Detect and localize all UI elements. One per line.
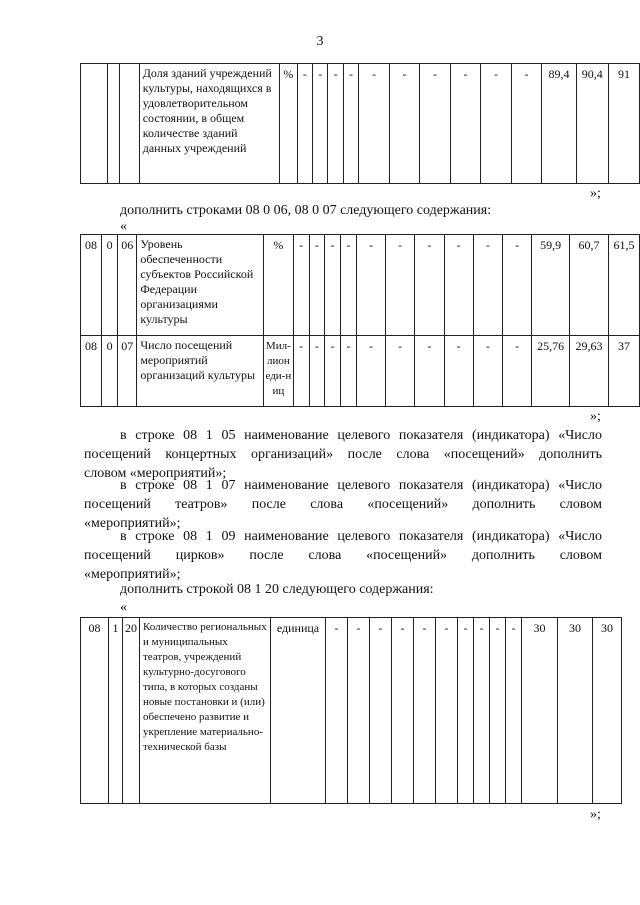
- value-cell: 59,9: [532, 235, 570, 336]
- value-cell: -: [297, 64, 312, 184]
- code-cell: 0: [102, 336, 118, 407]
- code-cell: 07: [118, 336, 137, 407]
- value-cell: -: [414, 618, 436, 804]
- code-cell: 1: [109, 618, 123, 804]
- value-cell: -: [503, 235, 532, 336]
- value-cell: -: [490, 618, 506, 804]
- opening-quote: «: [120, 600, 127, 615]
- value-cell: -: [326, 618, 348, 804]
- unit-cell: единица: [271, 618, 326, 804]
- indicator-name: Количество региональных и муниципальных театров, учреждений культурно-досугового типа, в которых созданы новые постановки и (или) обеспечено развитие и укрепление материально-технической базы: [140, 618, 271, 804]
- code-cell: 08: [81, 235, 102, 336]
- unit-cell: %: [263, 235, 293, 336]
- value-cell: -: [450, 64, 481, 184]
- value-cell: -: [473, 235, 502, 336]
- value-cell: -: [444, 336, 473, 407]
- paragraph-line: посещений цирков» после слова «посещений» дополнить словом: [84, 548, 602, 563]
- value-cell: -: [444, 235, 473, 336]
- value-cell: -: [458, 618, 474, 804]
- value-cell: -: [481, 64, 512, 184]
- value-cell: -: [356, 336, 385, 407]
- value-cell: 30: [558, 618, 593, 804]
- table-row: [81, 336, 640, 407]
- value-cell: -: [506, 618, 522, 804]
- page-number: 3: [316, 34, 324, 49]
- value-cell: -: [370, 618, 392, 804]
- table-row: [81, 618, 622, 804]
- amendment-paragraph: [120, 527, 602, 546]
- indicator-table-3: [80, 617, 622, 804]
- code-cell: [107, 64, 119, 184]
- value-cell: -: [356, 235, 385, 336]
- paragraph-line: в строке 08 1 07 наименование целевого показателя (индикатора) «Число: [120, 478, 602, 493]
- value-cell: 61,5: [608, 235, 639, 336]
- value-cell: -: [348, 618, 370, 804]
- value-cell: -: [293, 235, 309, 336]
- value-cell: -: [293, 336, 309, 407]
- code-cell: 20: [123, 618, 140, 804]
- value-cell: -: [328, 64, 343, 184]
- value-cell: 60,7: [570, 235, 609, 336]
- opening-quote: «: [120, 219, 127, 234]
- indicator-name: Уровень обеспеченности субъектов Российской Федерации организациями культуры: [137, 235, 264, 336]
- value-cell: 90,4: [576, 64, 608, 184]
- paragraph-line: в строке 08 1 05 наименование целевого показателя (индикатора) «Число: [120, 428, 602, 443]
- code-cell: 08: [81, 618, 109, 804]
- value-cell: 29,63: [570, 336, 609, 407]
- amendment-paragraph: [120, 476, 602, 495]
- paragraph-line: словом «мероприятий»;: [84, 466, 227, 481]
- value-cell: -: [420, 64, 451, 184]
- value-cell: -: [343, 64, 358, 184]
- value-cell: 30: [593, 618, 622, 804]
- value-cell: 91: [608, 64, 639, 184]
- value-cell: -: [436, 618, 458, 804]
- code-cell: [81, 64, 108, 184]
- instruction-text: дополнить строками 08 0 06, 08 0 07 следующего содержания:: [120, 203, 492, 218]
- closing-quote: »;: [590, 409, 601, 424]
- paragraph-line: посещений концертных организаций» после слова «посещений» дополнить: [84, 447, 602, 462]
- instruction-text: дополнить строкой 08 1 20 следующего содержания:: [120, 582, 434, 597]
- value-cell: 30: [522, 618, 558, 804]
- value-cell: -: [386, 336, 415, 407]
- value-cell: 89,4: [542, 64, 576, 184]
- paragraph-line: посещений театров» после слова «посещений» дополнить словом: [84, 497, 602, 512]
- value-cell: -: [415, 336, 444, 407]
- unit-cell: %: [280, 64, 298, 184]
- code-cell: 08: [81, 336, 102, 407]
- value-cell: -: [389, 64, 420, 184]
- indicator-table-2: [80, 234, 640, 407]
- paragraph-line: в строке 08 1 09 наименование целевого показателя (индикатора) «Число: [120, 529, 602, 544]
- value-cell: -: [309, 336, 325, 407]
- closing-quote: »;: [590, 807, 601, 822]
- value-cell: -: [325, 336, 341, 407]
- table-row: [81, 64, 640, 184]
- value-cell: -: [359, 64, 390, 184]
- value-cell: -: [415, 235, 444, 336]
- value-cell: -: [325, 235, 341, 336]
- value-cell: 25,76: [532, 336, 570, 407]
- value-cell: 37: [608, 336, 639, 407]
- value-cell: -: [511, 64, 542, 184]
- value-cell: -: [341, 336, 357, 407]
- indicator-name: Доля зданий учреждений культуры, находящихся в удовлетворительном состоянии, в общем количестве зданий данных учреждений: [139, 64, 279, 184]
- value-cell: -: [313, 64, 328, 184]
- indicator-name: Число посещений мероприятий организаций культуры: [137, 336, 264, 407]
- value-cell: -: [392, 618, 414, 804]
- value-cell: -: [341, 235, 357, 336]
- paragraph-line: «мероприятий»;: [84, 567, 181, 582]
- value-cell: -: [309, 235, 325, 336]
- value-cell: -: [473, 336, 502, 407]
- code-cell: 06: [118, 235, 137, 336]
- code-cell: 0: [102, 235, 118, 336]
- value-cell: -: [503, 336, 532, 407]
- code-cell: [119, 64, 139, 184]
- paragraph-line: «мероприятий»;: [84, 516, 181, 531]
- indicator-table-1: [80, 63, 640, 184]
- value-cell: -: [474, 618, 490, 804]
- amendment-paragraph-cont: [84, 546, 602, 584]
- closing-quote: »;: [590, 186, 601, 201]
- amendment-paragraph: [120, 426, 602, 445]
- unit-cell: Мил-лион еди-ниц: [263, 336, 293, 407]
- table-row: [81, 235, 640, 336]
- value-cell: -: [386, 235, 415, 336]
